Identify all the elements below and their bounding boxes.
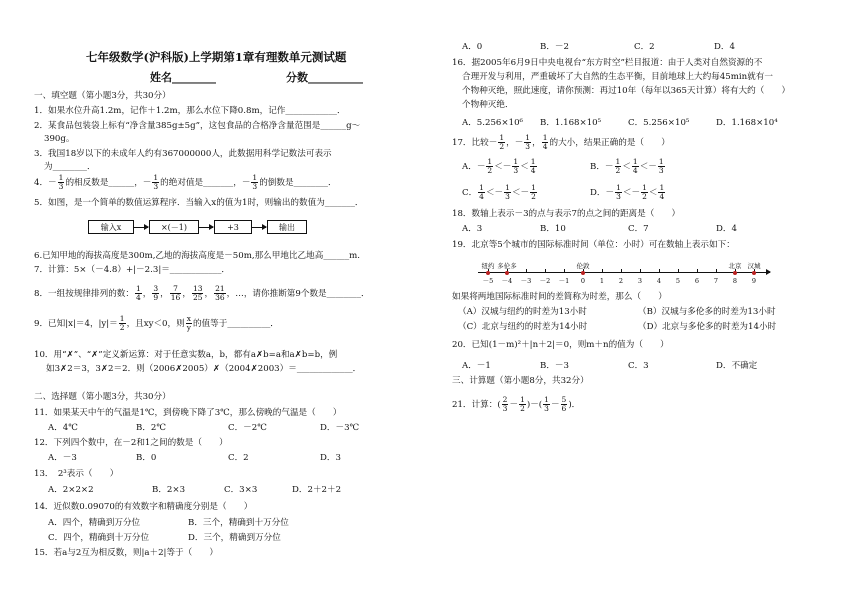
question-16-l3: 个物种灭绝，照此速度，请你预测：再过10年（每年以365天计算）将有大约（ ） <box>462 86 791 96</box>
question-19: 19．北京等5个城市的国际标准时间（单位：小时）可在数轴上表示如下： <box>452 240 735 250</box>
q20-option-b: B．－3 <box>540 361 569 371</box>
axis-tick-label: 8 <box>732 277 738 285</box>
city-label: 汉城 <box>747 262 761 270</box>
q14-option-b: B．三个，精确到十万分位 <box>188 518 289 528</box>
city-label: 北京 <box>728 262 742 270</box>
q19-option-c: （C）北京与纽约的时差为14小时 <box>458 322 588 332</box>
axis-tick-label: －4 <box>501 277 513 285</box>
q14-option-a: A．四个，精确到万分位 <box>48 518 141 528</box>
axis-tick <box>640 269 641 273</box>
section-calc-heading: 三、计算题（第小题8分，共32分） <box>452 376 589 386</box>
name-label: 姓名________ <box>150 71 216 84</box>
section-choice-heading: 二、选择题（第小题3分，共30分） <box>34 392 171 402</box>
q11-option-a: A．4℃ <box>48 423 78 433</box>
q19-option-d: （D）北京与多伦多的时差为14小时 <box>638 322 777 332</box>
question-3: 3．我国18岁以下的未成年人约有367000000人，此数据用科学记数法可表示 <box>34 149 332 159</box>
flow-arrow <box>134 227 148 228</box>
question-14: 14．近似数0.09070的有效数字和精确度分别是（ ） <box>34 502 253 512</box>
q12-option-c: C．2 <box>228 453 249 463</box>
question-16-l4: 个物种灭绝． <box>462 100 514 110</box>
q16-option-d: D．1.168×10⁴ <box>716 118 778 128</box>
q14-option-c: C．四个，精确到十万分位 <box>48 533 150 543</box>
q17-option-a: A．－ $\frac{1}{2}$ ＜－ $\frac{1}{3}$ ＜ $\frac{1}{4}$ <box>462 157 536 175</box>
q11-option-b: B．2℃ <box>136 423 166 433</box>
axis-tick <box>564 269 565 273</box>
axis-tick-label: －5 <box>482 277 494 285</box>
q11-option-d: D．－3℃ <box>320 423 360 433</box>
axis-tick <box>697 269 698 273</box>
axis-tick-label: 1 <box>599 277 605 285</box>
question-16: 16．据2005年6月9日中央电视台“东方时空”栏目报道：由于人类对自然资源的不 <box>452 58 763 68</box>
q20-option-c: C．3 <box>628 361 649 371</box>
q12-option-b: B．0 <box>136 453 157 463</box>
axis-tick-label: 9 <box>751 277 757 285</box>
question-21: 21．计算：( $\frac{2}{3}$ － $\frac{1}{2}$ )－( $\frac{1}{3}$ － $\frac{5}{6}$ )． <box>452 395 581 413</box>
q12-option-a: A．－3 <box>48 453 77 463</box>
question-8: 8．一组按规律排列的数： $\frac{1}{4}$ ， $\frac{3}{9}$ ， $\frac{7}{16}$ ， $\frac{13}{25}$ ， $\frac{21}{36}$ ，…，请你推断第9个数是________． <box>34 284 370 302</box>
city-label: 纽约 <box>481 262 495 270</box>
question-19-cont: 如果将两地国际标准时间的差简称为时差，那么（ ） <box>452 292 667 302</box>
city-point <box>752 271 756 275</box>
q19-option-b: （B）汉城与多伦多的时差为13小时 <box>638 307 776 317</box>
q17-option-b: B．－ $\frac{1}{2}$ ＜ $\frac{1}{4}$ ＜－ $\frac{1}{3}$ <box>590 157 664 175</box>
axis-tick <box>526 269 527 273</box>
q18-option-b: B．10 <box>540 224 566 234</box>
city-point <box>733 271 737 275</box>
flow-arrow <box>252 227 266 228</box>
question-6: 6.已知甲地的海拔高度是300m,乙地的海拔高度是－50m,那么甲地比乙地高______m. <box>34 251 360 261</box>
axis-tick-label: 5 <box>675 277 681 285</box>
q15-option-d: D．4 <box>714 42 735 52</box>
q15-option-b: B．－2 <box>540 42 569 52</box>
axis-tick-label: 7 <box>713 277 719 285</box>
q13-option-c: C．3×3 <box>224 485 258 495</box>
question-20: 20．已知(1－m)²＋|n＋2|＝0，则m＋n的值为（ ） <box>452 340 669 350</box>
axis-tick <box>545 269 546 273</box>
page-title: 七年级数学(沪科版)上学期第1章有理数单元测试题 <box>86 50 347 64</box>
q20-option-d: D．不确定 <box>716 361 758 371</box>
section-fill-heading: 一、填空题（第小题3分，共30分） <box>34 91 171 101</box>
flow-negate-box: ×(－1) <box>149 220 199 234</box>
q16-option-c: C．5.256×10⁵ <box>628 118 690 128</box>
city-point <box>505 271 509 275</box>
question-11: 11．如果某天中午的气温是1℃，到傍晚下降了3℃，那么傍晚的气温是（ ） <box>34 408 342 418</box>
axis-tick <box>678 269 679 273</box>
question-16-l2: 合理开发与利用，严重破坏了大自然的生态平衡，目前地球上大约每45min就有一 <box>462 72 773 82</box>
question-18: 18．数轴上表示－3的点与表示7的点之间的距离是（ ） <box>452 209 681 219</box>
q16-option-b: B．1.168×10⁵ <box>540 118 602 128</box>
axis-tick-label: 3 <box>637 277 643 285</box>
axis-tick-label: 0 <box>580 277 586 285</box>
axis-tick <box>659 269 660 273</box>
axis-tick-label: 4 <box>656 277 662 285</box>
axis-line <box>478 272 770 273</box>
time-number-line <box>478 262 776 292</box>
q13-option-d: D．2＋2＋2 <box>292 485 342 495</box>
axis-tick <box>621 269 622 273</box>
axis-tick-label: －2 <box>539 277 551 285</box>
question-1: 1．如果水位升高1.2m，记作＋1.2m，那么水位下降0.8m，记作____________． <box>34 106 346 116</box>
axis-tick-label: －1 <box>558 277 570 285</box>
city-point <box>486 271 490 275</box>
flow-arrow <box>199 227 213 228</box>
question-7: 7．计算：5×（－4.8）+|－2.3|＝____________． <box>34 265 230 275</box>
flow-input-box: 输入x <box>88 220 134 234</box>
question-10: 10．用“✗”、“✗”定义新运算：对于任意实数a，b，都有a✗b=a和a✗b=b，例 <box>34 350 338 360</box>
score-label: 分数__________ <box>286 71 363 84</box>
question-12: 12．下列四个数中，在－2和1之间的数是（ ） <box>34 438 228 448</box>
question-2: 2．某食品包装袋上标有“净含量385g±5g”，这包食品的合格净含量范围是______g～ <box>34 121 361 131</box>
q13-option-b: B．2×3 <box>152 485 186 495</box>
axis-tick-label: 6 <box>694 277 700 285</box>
question-3-cont: 为________． <box>44 162 96 172</box>
question-17: 17．比较－ $\frac{1}{2}$ ，－ $\frac{1}{3}$ ， $\frac{1}{4}$ 的大小，结果正确的是（ ） <box>452 133 670 151</box>
q19-option-a: （A）汉城与纽约的时差为13小时 <box>458 307 587 317</box>
fraction-one-third: $\frac{1}{3}$ <box>58 173 64 191</box>
question-5: 5．如图，是一个简单的数值运算程序．当输入x的值为1时，则输出的数值为_______． <box>34 198 364 208</box>
q17-option-c: C． $\frac{1}{4}$ ＜－ $\frac{1}{3}$ ＜－ $\frac{1}{2}$ <box>462 183 536 201</box>
flow-add-box: +3 <box>214 220 252 234</box>
q18-option-d: D．4 <box>716 224 737 234</box>
axis-tick <box>602 269 603 273</box>
question-13: 13． 2³表示（ ） <box>34 469 119 479</box>
city-point <box>581 271 585 275</box>
city-label: 伦敦 <box>576 262 590 270</box>
q20-option-a: A．－1 <box>462 361 491 371</box>
axis-tick <box>716 269 717 273</box>
axis-tick-label: －3 <box>520 277 532 285</box>
q15-option-a: A．0 <box>462 42 483 52</box>
city-label: 多伦多 <box>497 262 517 270</box>
question-15: 15．若a与2互为相反数，则|a＋2|等于（ ） <box>34 548 219 558</box>
question-10-cont: 如3✗2＝3，3✗2＝2．则（2006✗2005）✗（2004✗2003）＝_____________． <box>46 364 362 374</box>
q11-option-c: C．－2℃ <box>228 423 267 433</box>
q14-option-d: D．三个，精确到万分位 <box>188 533 281 543</box>
question-9: 9．已知|x|＝4，|y|＝ $\frac{1}{2}$ ，且xy＜0，则 $\frac{x}{y}$ 的值等于__________． <box>34 314 279 332</box>
question-2-cont: 390g。 <box>44 134 75 144</box>
axis-tick-label: 2 <box>618 277 624 285</box>
q13-option-a: A．2×2×2 <box>48 485 94 495</box>
q16-option-a: A．5.256×10⁶ <box>462 118 523 128</box>
q17-option-d: D．－ $\frac{1}{3}$ ＜－ $\frac{1}{2}$ ＜ $\frac{1}{4}$ <box>590 183 665 201</box>
q12-option-d: D．3 <box>320 453 341 463</box>
q18-option-c: C．7 <box>628 224 649 234</box>
q15-option-c: C．2 <box>634 42 655 52</box>
question-4: 4．－ $\frac{1}{3}$ 的相反数是______，－ $\frac{1}{3}$ 的绝对值是_______，－ $\frac{1}{3}$ 的倒数是________． <box>34 173 337 191</box>
flow-output-box: 输出 <box>267 220 307 234</box>
q18-option-a: A．3 <box>462 224 483 234</box>
